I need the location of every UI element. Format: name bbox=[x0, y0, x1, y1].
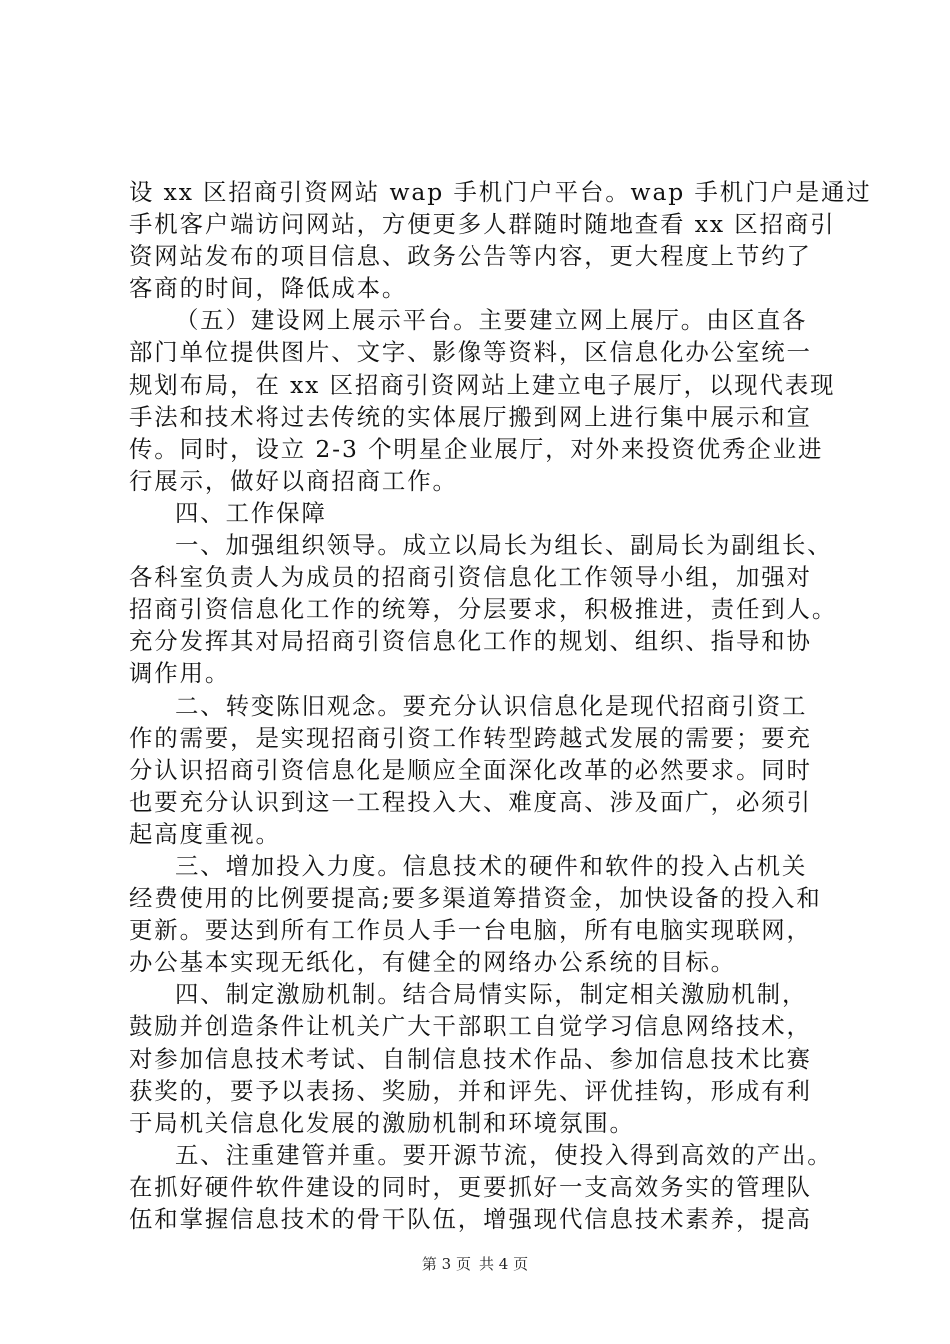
text-line: 手机客户端访问网站，方便更多人群随时随地查看 xx 区招商引 bbox=[129, 210, 836, 239]
text-line: 手法和技术将过去传统的实体展厅搬到网上进行集中展示和宣 bbox=[129, 402, 812, 431]
document-body bbox=[129, 176, 872, 1235]
text-line: 资网站发布的项目信息、政务公告等内容，更大程度上节约了 bbox=[129, 242, 812, 271]
text-line: 获奖的，要予以表扬、奖励，并和评先、评优挂钩，形成有利 bbox=[129, 1076, 812, 1105]
text-line: 对参加信息技术考试、自制信息技术作品、参加信息技术比赛 bbox=[129, 1044, 812, 1073]
paragraph-first-line: 五、注重建管并重。要开源节流，使投入得到高效的产出。 bbox=[175, 1140, 833, 1169]
text-line: 伍和掌握信息技术的骨干队伍，增强现代信息技术素养，提高 bbox=[129, 1205, 812, 1233]
paragraph-first-line: 三、增加投入力度。信息技术的硬件和软件的投入占机关 bbox=[175, 851, 808, 880]
text-line: 作的需要，是实现招商引资工作转型跨越式发展的需要；要充 bbox=[129, 723, 812, 752]
text-line: 客商的时间，降低成本。 bbox=[129, 274, 408, 303]
text-line: 规划布局，在 xx 区招商引资网站上建立电子展厅，以现代表现 bbox=[129, 370, 836, 399]
paragraph-first-line: （五）建设网上展示平台。主要建立网上展厅。由区直各 bbox=[175, 306, 808, 335]
text-line: 行展示，做好以商招商工作。 bbox=[129, 466, 458, 495]
text-line: 办公基本实现无纸化，有健全的网络办公系统的目标。 bbox=[129, 948, 736, 977]
page-footer bbox=[0, 1254, 950, 1274]
text-line: 起高度重视。 bbox=[129, 819, 281, 848]
text-line: 招商引资信息化工作的统筹，分层要求，积极推进，责任到人。 bbox=[129, 595, 838, 624]
text-line: 于局机关信息化发展的激励机制和环境氛围。 bbox=[129, 1108, 635, 1137]
paragraph-first-line: 四、制定激励机制。结合局情实际，制定相关激励机制， bbox=[175, 980, 808, 1009]
text-line: 调作用。 bbox=[129, 659, 231, 688]
text-line: 各科室负责人为成员的招商引资信息化工作领导小组，加强对 bbox=[129, 563, 812, 592]
paragraph-first-line: 二、转变陈旧观念。要充分认识信息化是现代招商引资工 bbox=[175, 691, 808, 720]
text-line: 也要充分认识到这一工程投入大、难度高、涉及面广，必须引 bbox=[129, 787, 812, 816]
page-total: 共 4 页 bbox=[479, 1255, 529, 1273]
text-line: 更新。要达到所有工作员人手一台电脑，所有电脑实现联网， bbox=[129, 916, 812, 945]
section-heading: 四、工作保障 bbox=[175, 498, 327, 527]
text-line: 充分发挥其对局招商引资信息化工作的规划、组织、指导和协 bbox=[129, 627, 812, 656]
text-line: 传。同时，设立 2-3 个明星企业展厅，对外来投资优秀企业进 bbox=[129, 434, 824, 463]
text-line: 经费使用的比例要提高;要多渠道筹措资金，加快设备的投入和 bbox=[129, 884, 822, 913]
page-number: 第 3 页 bbox=[421, 1255, 471, 1273]
text-line: 分认识招商引资信息化是顺应全面深化改革的必然要求。同时 bbox=[129, 755, 812, 784]
paragraph-first-line: 一、加强组织领导。成立以局长为组长、副局长为副组长、 bbox=[175, 531, 833, 560]
text-line: 部门单位提供图片、文字、影像等资料，区信息化办公室统一 bbox=[129, 338, 812, 367]
text-line: 鼓励并创造条件让机关广大干部职工自觉学习信息网络技术， bbox=[129, 1012, 812, 1041]
text-line: 在抓好硬件软件建设的同时，更要抓好一支高效务实的管理队 bbox=[129, 1172, 812, 1201]
text-line: 设 xx 区招商引资网站 wap 手机门户平台。wap 手机门户是通过 bbox=[129, 178, 872, 206]
